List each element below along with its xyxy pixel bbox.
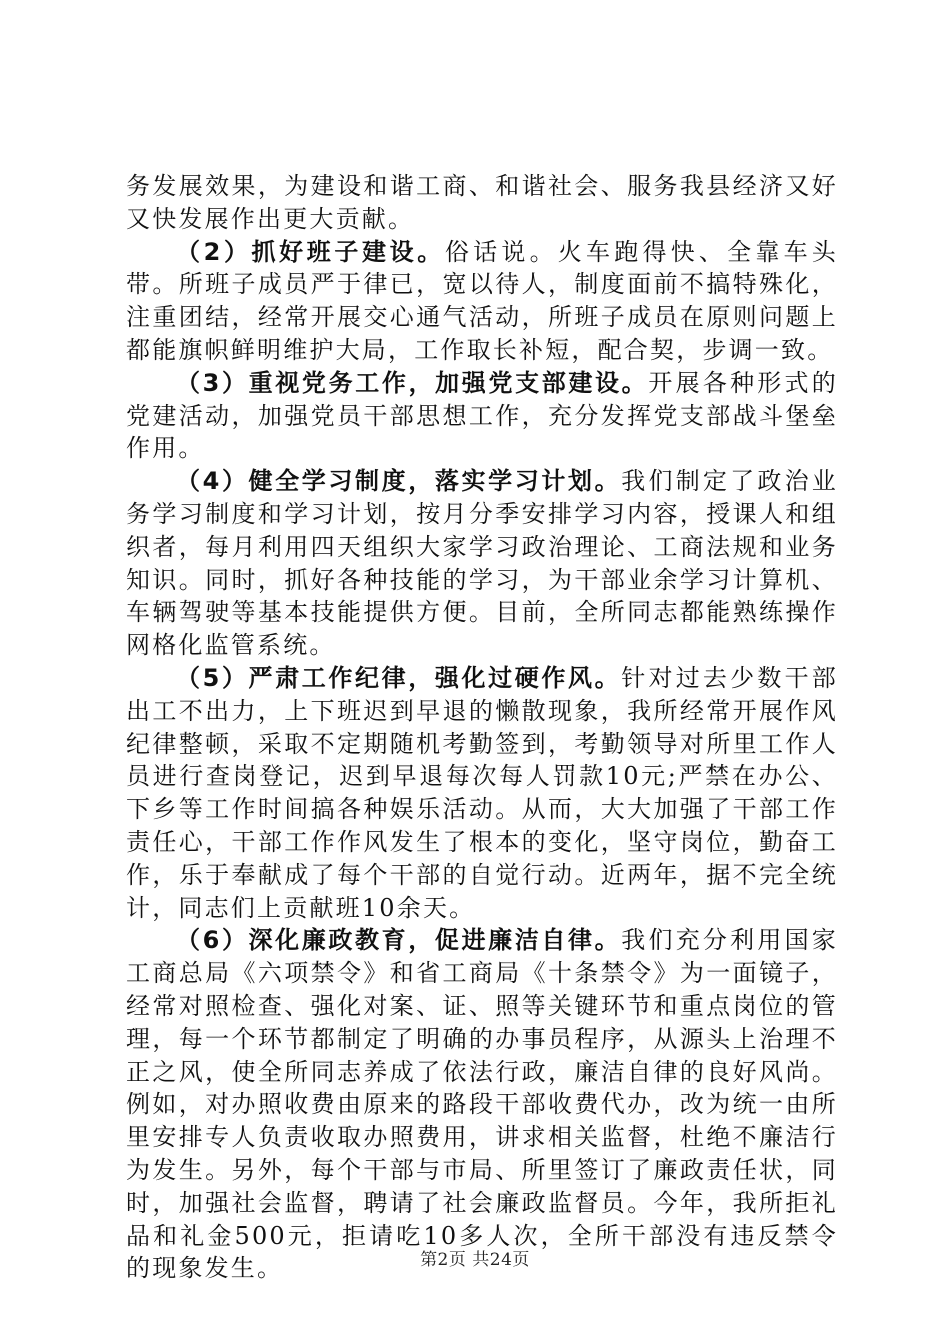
paragraph-heading: （4）健全学习制度，落实学习计划。	[176, 467, 622, 496]
paragraph-text: 开展各种形式的党建活动，加强党员干部思想工作，充分发挥党支部战斗堡垒作用。	[126, 368, 839, 463]
page-footer	[0, 1245, 950, 1270]
paragraph-heading: （2）抓好班子建设。	[176, 237, 445, 266]
paragraph-heading: （3）重视党务工作，加强党支部建设。	[176, 368, 649, 397]
paragraph-heading: （5）严肃工作纪律，强化过硬作风。	[176, 663, 622, 692]
paragraph-study-system	[126, 465, 838, 662]
paragraph-text: 务发展效果，为建设和谐工商、和谐社会、服务我县经济又好又快发展作出更大贡献。	[126, 172, 838, 233]
paragraph-team-building	[126, 236, 838, 367]
paragraph-party-work	[126, 367, 838, 465]
paragraph-text: 我们充分利用国家工商总局《六项禁令》和省工商局《十条禁令》为一面镜子，经常对照检查、强化对案、证、照等关键环节和重点岗位的管理，每一个环节都制定了明确的办事员程序，从源头上治理不正之风，使全所同志养成了依法行政，廉洁自律的良好风尚。例如，对办照收费由原来的路段干部收费代办，改为统一由所里安排专人负责收取办照费用，讲求相关监督，杜绝不廉洁行为发生。另外，每个干部与市局、所里签订了廉政责任状，同时，加强社会监督，聘请了社会廉政监督员。今年，我所拒礼品和礼金500元，拒请吃10多人次，全所干部没有违反禁令的现象发生。	[126, 926, 838, 1283]
paragraph-heading: （6）深化廉政教育，促进廉洁自律。	[176, 926, 622, 955]
paragraph-text: 俗话说。火车跑得快、全靠车头带。所班子成员严于律已，宽以待人，制度面前不搞特殊化，注重团结，经常开展交心通气活动，所班子成员在原则问题上都能旗帜鲜明维护大局，工作取长补短，配合契，步调一致。	[126, 237, 838, 364]
paragraph-continuation	[126, 170, 838, 236]
paragraph-text: 我们制定了政治业务学习制度和学习计划，按月分季安排学习内容，授课人和组织者，每月利用四天组织大家学习政治理论、工商法规和业务知识。同时，抓好各种技能的学习，为干部业余学习计算机、车辆驾驶等基本技能提供方便。目前，全所同志都能熟练操作网格化监管系统。	[126, 467, 838, 660]
document-body	[126, 170, 838, 1285]
paragraph-integrity-education	[126, 924, 838, 1285]
page-number: 第2页 共24页	[420, 1250, 530, 1270]
paragraph-text: 针对过去少数干部出工不出力，上下班迟到早退的懒散现象，我所经常开展作风纪律整顿，采取不定期随机考勤签到，考勤领导对所里工作人员进行查岗登记，迟到早退每次每人罚款10元;严禁在办公、下乡等工作时间搞各种娱乐活动。从而，大大加强了干部工作责任心，干部工作作风发生了根本的变化，坚守岗位，勤奋工作，乐于奉献成了每个干部的自觉行动。近两年，据不完全统计，同志们上贡献班10余天。	[126, 663, 838, 922]
paragraph-work-discipline	[126, 662, 838, 924]
